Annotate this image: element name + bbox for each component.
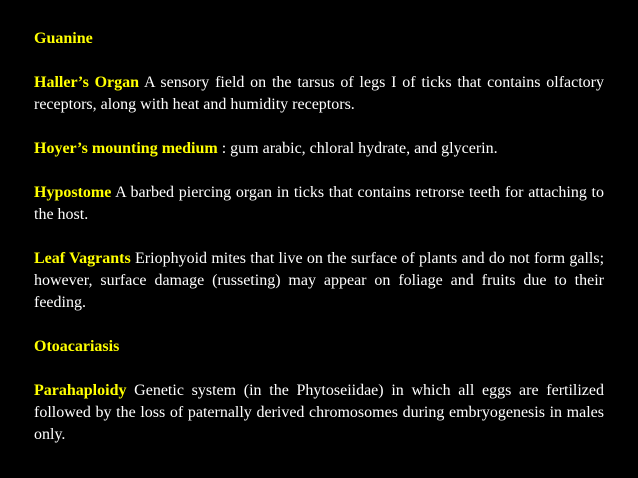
glossary-term: Parahaploidy <box>34 382 127 399</box>
glossary-entry-leaf-vagrants <box>34 248 604 314</box>
glossary-definition: A sensory field on the tarsus of legs I of ticks that contains olfactory receptors, along with heat and humidity receptors. <box>34 74 605 113</box>
glossary-definition: : gum arabic, chloral hydrate, and glycerin. <box>217 140 498 157</box>
glossary-term: Guanine <box>34 30 93 47</box>
glossary-term: Otoacariasis <box>34 338 120 355</box>
glossary-entry-otoacariasis <box>34 336 604 358</box>
glossary-entry-parahaploidy <box>34 380 604 446</box>
glossary-entry-hallers-organ <box>34 72 604 116</box>
glossary-term: Haller’s Organ <box>34 74 140 91</box>
glossary-entry-guanine <box>34 28 604 50</box>
glossary-term: Hypostome <box>34 184 112 201</box>
glossary-term: Leaf Vagrants <box>34 250 131 267</box>
glossary-definition: Eriophyoid mites that live on the surface of plants and do not form galls; however, surface damage (russeting) may appear on foliage and fruits due to their feeding. <box>34 250 605 311</box>
glossary-definition: A barbed piercing organ in ticks that contains retrorse teeth for attaching to the host. <box>34 184 604 223</box>
glossary-entry-hypostome <box>34 182 604 226</box>
glossary-slide <box>34 28 604 468</box>
glossary-entry-hoyers-mounting-medium <box>34 138 604 160</box>
glossary-definition: Genetic system (in the Phytoseiidae) in which all eggs are fertilized followed by the loss of paternally derived chromosomes during embryogenesis in males only. <box>34 382 604 443</box>
glossary-term: Hoyer’s mounting medium <box>34 140 218 157</box>
